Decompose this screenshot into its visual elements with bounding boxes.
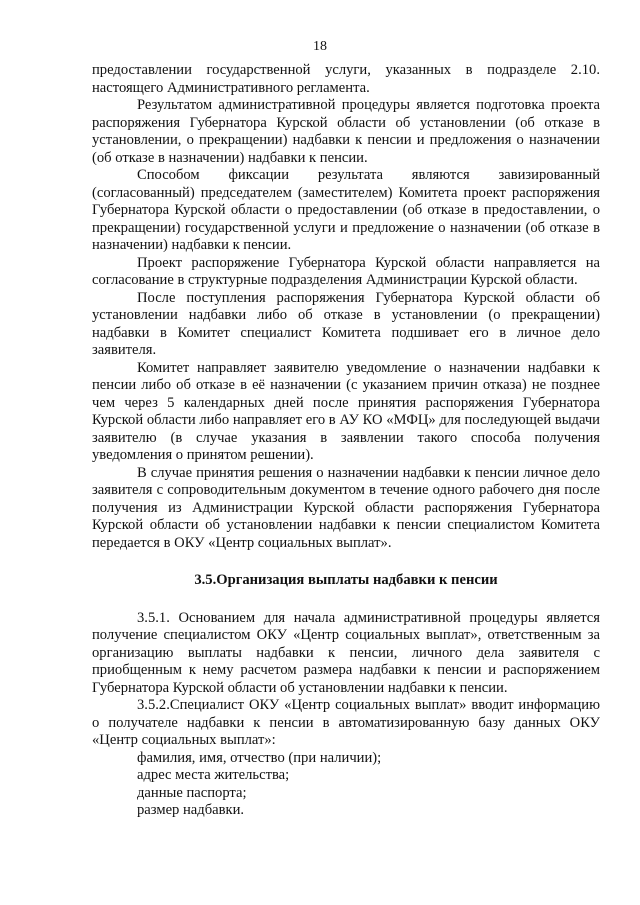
paragraph-after-receipt: После поступления распоряжения Губернатора Курской области об установлении надбавки либо об отказе в установлении (о прекращении) надбавки в Комитет специалист Комитета подшивает его в личное дело заявителя.: [92, 289, 600, 358]
document-body: [92, 62, 600, 820]
paragraph-3-5-2: 3.5.2.Специалист ОКУ «Центр социальных выплат» вводит информацию о получателе надбавки к пенсии в автоматизированную базу данных ОКУ «Центр социальных выплат»:: [92, 697, 600, 748]
section-heading: 3.5.Организация выплаты надбавки к пенсии: [194, 572, 498, 588]
list-item: фамилия, имя, отчество (при наличии);: [137, 749, 382, 766]
paragraph-result: Результатом административной процедуры является подготовка проекта распоряжения Губернатора Курской области об установлении (об отказе в установлении, о прекращении) надбавки к пенсии и предложения о назначении (об отказе в назначении) надбавки к пенсии.: [92, 97, 600, 166]
paragraph-case-transfer: В случае принятия решения о назначении надбавки к пенсии личное дело заявителя с сопроводительным документом в течение одного рабочего дня после получения из Администрации Курской области распоряжения Губернатора Курской области об установлении надбавки к пенсии специалистом Комитета передается в ОКУ «Центр социальных выплат».: [92, 464, 600, 551]
paragraph-3-5-1: 3.5.1. Основанием для начала административной процедуры является получение специалистом ОКУ «Центр социальных выплат», ответственным за организацию выплаты надбавки к пенсии, личного дела заявителя с приобщенным к нему расчетом размера надбавки к пенсии и распоряжением Губернатора Курской области об установлении надбавки к пенсии.: [92, 609, 600, 696]
paragraph-notification: Комитет направляет заявителю уведомление о назначении надбавки к пенсии либо об отказе в её назначении (с указанием причин отказа) не позднее чем через 5 календарных дней после принятия распоряжения Губернатора Курской области либо направляет его в АУ КО «МФЦ» для последующей выдачи заявителю (в случае указания в заявлении такого способа получения уведомления о принятом решении).: [92, 359, 600, 463]
paragraph-fixation-method: Способом фиксации результата являются завизированный (согласованный) председателем (заместителем) Комитета проект распоряжения Губернатора Курской области о предоставлении (об отказе в предоставлении, о прекращении) государственной услуги и предложение о назначении (об отказе в назначении) надбавки к пенсии.: [92, 167, 600, 253]
list-item: адрес места жительства;: [137, 767, 290, 783]
paragraph-continuation: предоставлении государственной услуги, указанных в подразделе 2.10. настоящего Административного регламента.: [92, 62, 600, 96]
page-number: 18: [313, 39, 327, 54]
list-item: данные паспорта;: [137, 784, 247, 801]
list-item: размер надбавки.: [137, 802, 245, 818]
recipient-data-list: [92, 750, 600, 820]
paragraph-draft-approval: Проект распоряжение Губернатора Курской области направляется на согласование в структурные подразделения Администрации Курской области.: [92, 254, 600, 288]
